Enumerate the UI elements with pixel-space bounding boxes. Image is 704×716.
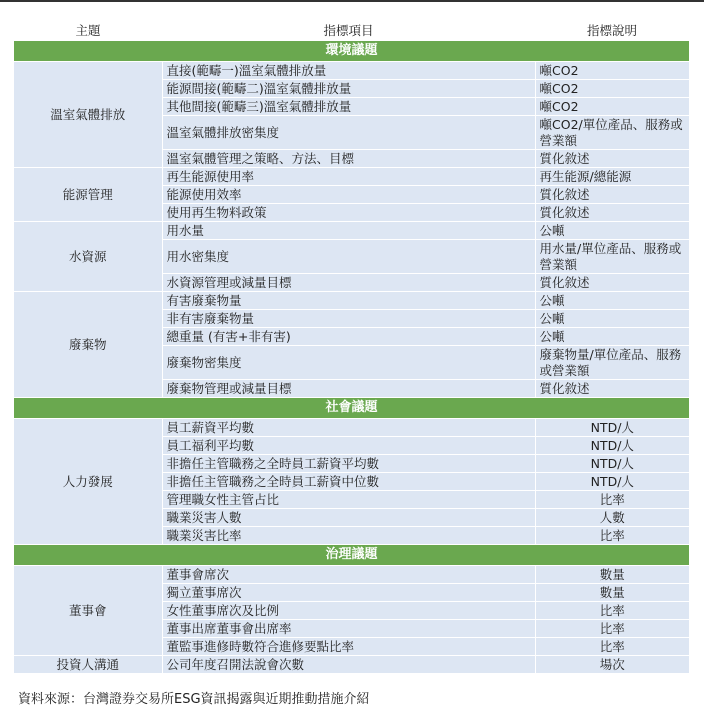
header-row (14, 22, 689, 41)
indicator-desc-cell: NTD/人 (535, 419, 689, 437)
header-topic: 主題 (14, 22, 162, 41)
indicator-desc-cell: 公噸 (535, 310, 689, 328)
indicator-desc-cell: 比率 (535, 620, 689, 638)
indicator-item-cell: 再生能源使用率 (162, 168, 535, 186)
indicator-desc-cell: NTD/人 (535, 437, 689, 455)
indicator-desc-cell: 質化敘述 (535, 204, 689, 222)
section-header-row (14, 545, 689, 566)
indicator-desc-cell: 公噸 (535, 292, 689, 310)
topic-cell: 投資人溝通 (14, 656, 162, 674)
indicator-item-cell: 溫室氣體排放密集度 (162, 116, 535, 150)
section-header-row (14, 398, 689, 419)
indicator-desc-cell: NTD/人 (535, 473, 689, 491)
indicator-item-cell: 用水量 (162, 222, 535, 240)
indicator-desc-cell: 噸CO2 (535, 98, 689, 116)
indicator-desc-cell: NTD/人 (535, 455, 689, 473)
indicator-desc-cell: 數量 (535, 584, 689, 602)
indicator-item-cell: 使用再生物料政策 (162, 204, 535, 222)
indicator-item-cell: 獨立董事席次 (162, 584, 535, 602)
topic-cell: 水資源 (14, 222, 162, 292)
indicator-desc-cell: 質化敘述 (535, 380, 689, 398)
indicator-desc-cell: 場次 (535, 656, 689, 674)
indicator-desc-cell: 噸CO2 (535, 80, 689, 98)
indicator-desc-cell: 廢棄物量/單位產品、服務或營業額 (535, 346, 689, 380)
section-title: 治理議題 (14, 545, 689, 566)
indicator-item-cell: 溫室氣體管理之策略、方法、目標 (162, 150, 535, 168)
indicator-item-cell: 總重量 (有害+非有害) (162, 328, 535, 346)
indicator-item-cell: 董事出席董事會出席率 (162, 620, 535, 638)
indicator-item-cell: 管理職女性主管占比 (162, 491, 535, 509)
top-rule (0, 0, 704, 2)
indicator-item-cell: 董事會席次 (162, 566, 535, 584)
indicator-item-cell: 有害廢棄物量 (162, 292, 535, 310)
header-item: 指標項目 (162, 22, 535, 41)
section-title: 社會議題 (14, 398, 689, 419)
indicator-item-cell: 女性董事席次及比例 (162, 602, 535, 620)
indicator-desc-cell: 質化敘述 (535, 150, 689, 168)
indicator-desc-cell: 再生能源/總能源 (535, 168, 689, 186)
section-header-row (14, 41, 689, 62)
indicator-item-cell: 廢棄物管理或減量目標 (162, 380, 535, 398)
topic-cell: 董事會 (14, 566, 162, 656)
indicator-item-cell: 職業災害比率 (162, 527, 535, 545)
indicator-item-cell: 能源間接(範疇二)溫室氣體排放量 (162, 80, 535, 98)
indicator-item-cell: 非擔任主管職務之全時員工薪資中位數 (162, 473, 535, 491)
indicator-desc-cell: 質化敘述 (535, 274, 689, 292)
indicator-desc-cell: 人數 (535, 509, 689, 527)
table-row (14, 168, 689, 186)
topic-cell: 溫室氣體排放 (14, 62, 162, 168)
indicator-desc-cell: 質化敘述 (535, 186, 689, 204)
indicator-desc-cell: 公噸 (535, 222, 689, 240)
indicator-item-cell: 非有害廢棄物量 (162, 310, 535, 328)
indicator-desc-cell: 噸CO2 (535, 62, 689, 80)
indicator-desc-cell: 數量 (535, 566, 689, 584)
table-body (14, 41, 689, 674)
indicator-desc-cell: 用水量/單位產品、服務或營業額 (535, 240, 689, 274)
indicator-item-cell: 用水密集度 (162, 240, 535, 274)
indicator-item-cell: 員工福利平均數 (162, 437, 535, 455)
indicator-item-cell: 公司年度召開法說會次數 (162, 656, 535, 674)
header-desc: 指標說明 (535, 22, 689, 41)
indicator-desc-cell: 比率 (535, 602, 689, 620)
table-row (14, 566, 689, 584)
table-row (14, 222, 689, 240)
table-row (14, 656, 689, 674)
indicator-item-cell: 水資源管理或減量目標 (162, 274, 535, 292)
section-title: 環境議題 (14, 41, 689, 62)
table-row (14, 62, 689, 80)
indicator-item-cell: 非擔任主管職務之全時員工薪資平均數 (162, 455, 535, 473)
indicator-item-cell: 職業災害人數 (162, 509, 535, 527)
indicator-desc-cell: 比率 (535, 527, 689, 545)
table-row (14, 292, 689, 310)
indicator-desc-cell: 公噸 (535, 328, 689, 346)
indicator-item-cell: 員工薪資平均數 (162, 419, 535, 437)
topic-cell: 人力發展 (14, 419, 162, 545)
topic-cell: 廢棄物 (14, 292, 162, 398)
indicator-item-cell: 直接(範疇一)溫室氣體排放量 (162, 62, 535, 80)
indicator-desc-cell: 噸CO2/單位產品、服務或營業額 (535, 116, 689, 150)
topic-cell: 能源管理 (14, 168, 162, 222)
indicator-item-cell: 能源使用效率 (162, 186, 535, 204)
indicator-desc-cell: 比率 (535, 638, 689, 656)
indicator-item-cell: 董監事進修時數符合進修要點比率 (162, 638, 535, 656)
indicator-desc-cell: 比率 (535, 491, 689, 509)
indicator-item-cell: 其他間接(範疇三)溫室氣體排放量 (162, 98, 535, 116)
source-note: 資料來源：台灣證券交易所ESG資訊揭露與近期推動措施介紹 (18, 692, 370, 707)
indicator-item-cell: 廢棄物密集度 (162, 346, 535, 380)
table-row (14, 419, 689, 437)
esg-indicator-table (14, 22, 689, 674)
